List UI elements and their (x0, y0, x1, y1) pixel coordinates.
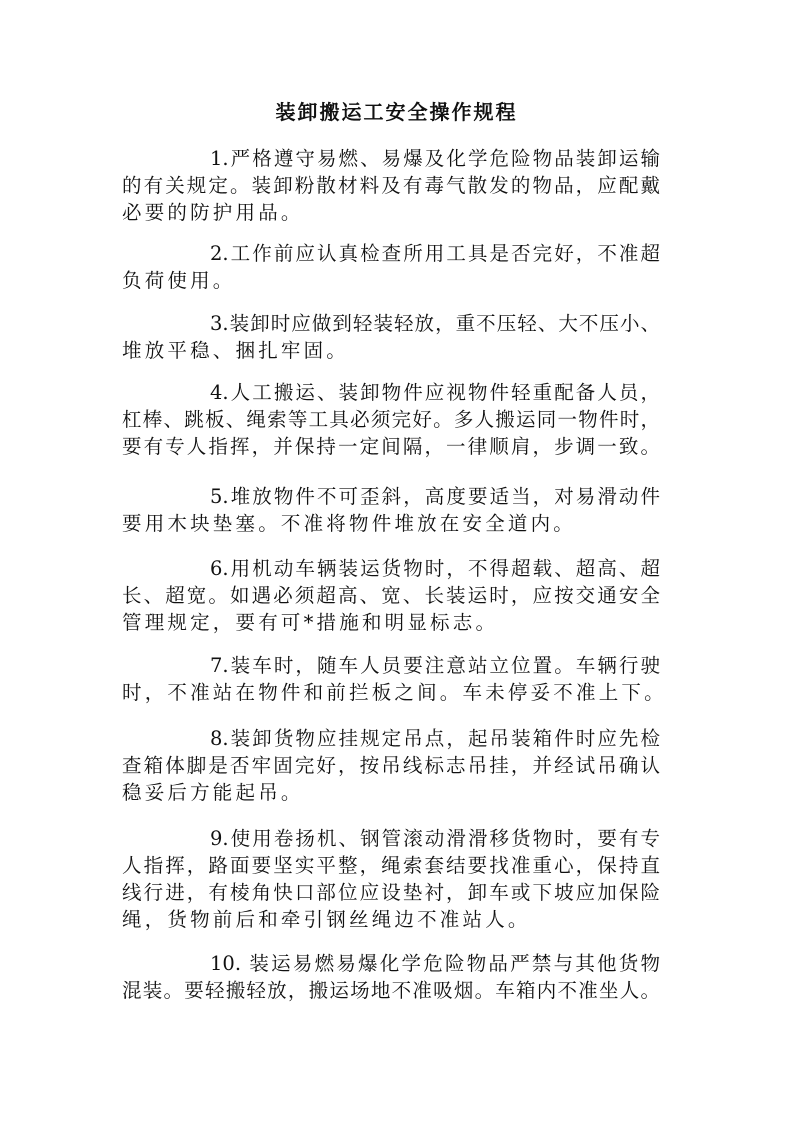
paragraph-item-10 (122, 950, 660, 1004)
paragraph-line: 长、超宽。如遇必须超高、宽、长装运时，应按交通安全 (122, 584, 660, 607)
paragraph-line: 杠棒、跳板、绳索等工具必须完好。多人搬运同一物件时， (122, 408, 660, 431)
paragraph-line: 6.用机动车辆装运货物时，不得超载、超高、超 (210, 557, 660, 580)
paragraph-line: 3.装卸时应做到轻装轻放，重不压轻、大不压小、 (210, 312, 660, 335)
paragraph-item-7 (122, 652, 667, 706)
paragraph-line: 8.装卸货物应挂规定吊点，起吊装箱件时应先检 (210, 727, 660, 750)
paragraph-line: 查箱体脚是否牢固完好，按吊线标志吊挂，并经试吊确认 (122, 754, 660, 777)
paragraph-item-1 (122, 145, 660, 226)
paragraph-line: 1.严格遵守易燃、易爆及化学危险物品装卸运输 (210, 147, 660, 170)
paragraph-item-5 (122, 483, 660, 537)
paragraph-line: 7.装车时，随车人员要注意站立位置。车辆行驶 (210, 654, 660, 677)
paragraph-line: 10. 装运易燃易爆化学危险物品严禁与其他货物 (210, 952, 660, 975)
paragraph-item-9 (122, 825, 660, 933)
paragraph-line: 时，不准站在物件和前拦板之间。车未停妥不准上下。 (122, 681, 667, 704)
paragraph-item-8 (122, 725, 660, 806)
paragraph-line: 2.工作前应认真检查所用工具是否完好，不准超 (210, 242, 660, 265)
paragraph-line: 绳，货物前后和牵引钢丝绳边不准站人。 (122, 908, 531, 931)
paragraph-line: 线行进，有棱角快口部位应设垫衬，卸车或下坡应加保险 (122, 881, 660, 904)
paragraph-line: 堆放平稳、捆扎牢固。 (122, 339, 350, 362)
paragraph-line: 的有关规定。装卸粉散材料及有毒气散发的物品，应配戴 (122, 174, 660, 197)
paragraph-line: 4.人工搬运、装卸物件应视物件轻重配备人员， (210, 381, 660, 404)
paragraph-item-3 (122, 310, 660, 364)
paragraph-line: 要用木块垫塞。不准将物件堆放在安全道内。 (122, 512, 577, 535)
paragraph-line: 9.使用卷扬机、钢管滚动滑滑移货物时，要有专 (210, 827, 660, 850)
paragraph-line: 稳妥后方能起吊。 (122, 781, 304, 804)
paragraph-item-4 (122, 379, 660, 460)
paragraph-line: 混装。要轻搬轻放，搬运场地不准吸烟。车箱内不准坐人。 (122, 979, 660, 1002)
paragraph-item-2 (122, 240, 660, 294)
paragraph-line: 人指挥，路面要坚实平整，绳索套结要找准重心，保持直 (122, 854, 660, 877)
paragraph-line: 5.堆放物件不可歪斜，高度要适当，对易滑动件 (210, 485, 660, 508)
document-title: 装卸搬运工安全操作规程 (275, 100, 518, 124)
paragraph-line: 要有专人指挥，并保持一定间隔，一律顺肩，步调一致。 (122, 435, 660, 458)
paragraph-item-6 (122, 555, 660, 636)
paragraph-line: 管理规定，要有可*措施和明显标志。 (122, 611, 499, 634)
paragraph-line: 负荷使用。 (122, 269, 236, 292)
paragraph-line: 必要的防护用品。 (122, 201, 304, 224)
